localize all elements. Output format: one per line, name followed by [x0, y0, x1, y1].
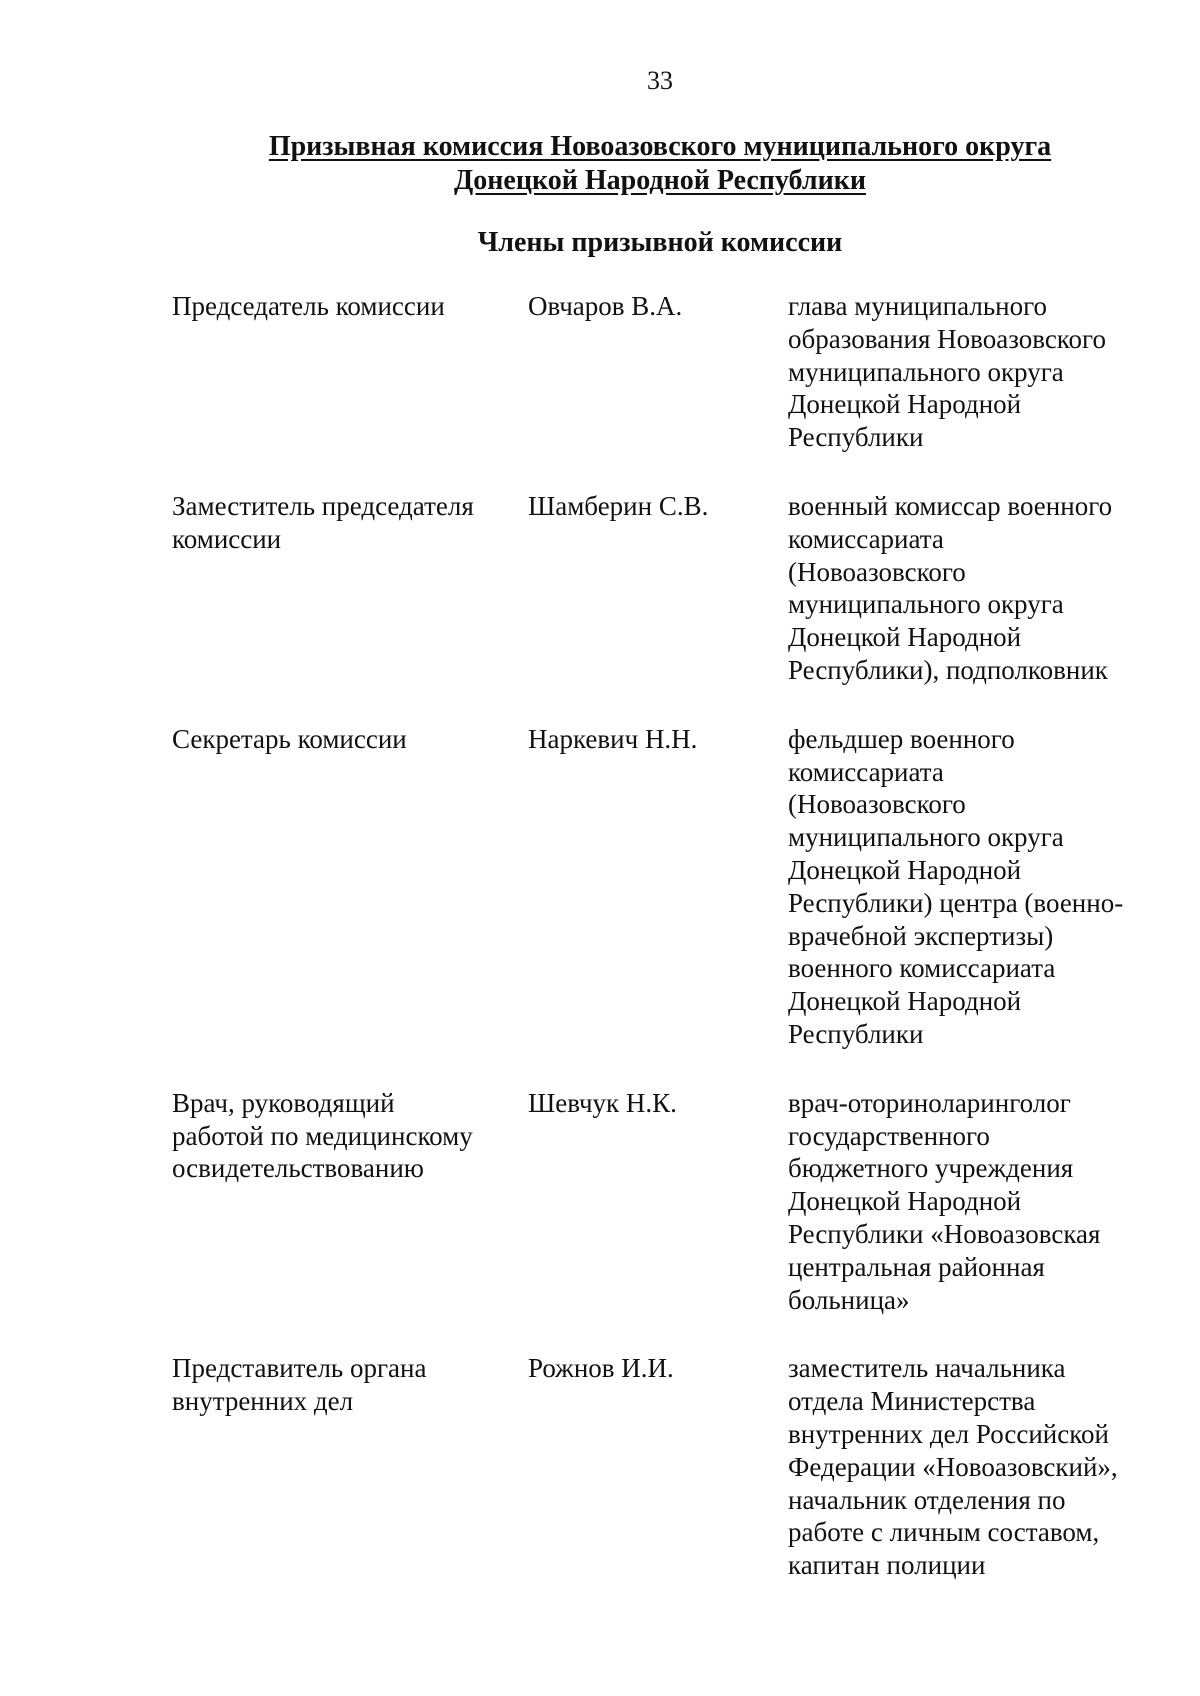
- member-position-line: Федерации «Новоазовский»,: [788, 1451, 1118, 1482]
- member-position-line: капитан полиции: [788, 1550, 986, 1581]
- member-position-line: государственного: [788, 1120, 990, 1151]
- member-position-line: заместитель начальника: [788, 1353, 1066, 1384]
- member-position-line: Донецкой Народной: [788, 1186, 1022, 1217]
- member-position: [788, 1087, 1162, 1317]
- member-row-medical-lead: [172, 1087, 1162, 1317]
- member-name: Рожнов И.И.: [528, 1353, 674, 1384]
- document-title-line-2: Донецкой Народной Республики: [454, 165, 866, 196]
- member-position-line: Донецкой Народной: [788, 854, 1022, 885]
- member-position-line: Республики) центра (военно-: [788, 887, 1124, 918]
- member-role-line: освидетельствованию: [172, 1153, 424, 1184]
- member-position-line: (Новоазовского: [788, 789, 966, 820]
- member-role-line: работой по медицинскому: [172, 1120, 473, 1151]
- member-position-line: военного комиссариата: [788, 953, 1056, 984]
- member-role-line: Секретарь комиссии: [172, 723, 407, 754]
- member-position: [788, 290, 1162, 454]
- member-role: [172, 290, 528, 454]
- member-role-line: комиссии: [172, 523, 282, 554]
- member-position-line: муниципального округа: [788, 822, 1064, 853]
- member-position-line: муниципального округа: [788, 356, 1064, 387]
- section-heading: Члены призывной комиссии: [477, 227, 843, 258]
- page-number: 33: [647, 66, 673, 95]
- member-position-line: глава муниципального: [788, 291, 1047, 321]
- member-position-line: центральная районная: [788, 1251, 1045, 1282]
- member-position-line: работе с личным составом,: [788, 1517, 1100, 1548]
- member-name: Овчаров В.А.: [528, 291, 683, 321]
- member-role-line: Председатель комиссии: [172, 291, 445, 321]
- member-position-line: комиссариата: [788, 523, 944, 554]
- member-name: Шевчук Н.К.: [528, 1087, 677, 1118]
- member-position: [788, 490, 1162, 687]
- member-position-line: Донецкой Народной: [788, 986, 1022, 1017]
- member-position-line: внутренних дел Российской: [788, 1418, 1109, 1449]
- member-position-line: Республики «Новоазовская: [788, 1218, 1101, 1249]
- member-position-line: врач-оториноларинголог: [788, 1087, 1071, 1118]
- document-title-line-1: Призывная комиссия Новоазовского муниципального округа: [268, 131, 1052, 162]
- member-role-line: Представитель органа: [172, 1353, 427, 1384]
- member-name: Наркевич Н.Н.: [528, 723, 698, 754]
- member-role: [172, 1087, 528, 1317]
- member-row-secretary: [172, 723, 1162, 1051]
- member-role-line: Заместитель председателя: [172, 490, 474, 521]
- member-name: Шамберин С.В.: [528, 490, 709, 521]
- member-position-line: больница»: [788, 1284, 910, 1315]
- member-position-line: отдела Министерства: [788, 1386, 1036, 1417]
- member-row-deputy-chairman: [172, 490, 1162, 687]
- member-row-chairman: [172, 290, 1162, 454]
- member-role-line: внутренних дел: [172, 1386, 354, 1417]
- member-position: [788, 723, 1162, 1051]
- member-position-line: военный комиссар военного: [788, 490, 1113, 521]
- member-position-line: муниципального округа: [788, 589, 1064, 620]
- member-role-line: Врач, руководящий: [172, 1087, 395, 1118]
- member-row-police-representative: [172, 1352, 1162, 1582]
- member-role: [172, 490, 528, 687]
- member-position-line: Республики), подполковник: [788, 654, 1108, 685]
- member-position: [788, 1352, 1162, 1582]
- member-position-line: комиссариата: [788, 756, 944, 787]
- member-position-line: (Новоазовского: [788, 556, 966, 587]
- document-title: [0, 130, 1200, 198]
- member-position-line: Республики: [788, 1018, 924, 1049]
- member-role: [172, 1352, 528, 1582]
- member-role: [172, 723, 528, 1051]
- member-position-line: бюджетного учреждения: [788, 1153, 1074, 1184]
- member-position-line: Донецкой Народной: [788, 389, 1022, 420]
- member-position-line: начальник отделения по: [788, 1484, 1066, 1515]
- member-position-line: Донецкой Народной: [788, 622, 1022, 653]
- member-position-line: образования Новоазовского: [788, 323, 1106, 354]
- member-position-line: Республики: [788, 422, 924, 453]
- member-position-line: врачебной экспертизы): [788, 920, 1054, 951]
- members-list: [172, 290, 1162, 1618]
- member-position-line: фельдшер военного: [788, 723, 1015, 754]
